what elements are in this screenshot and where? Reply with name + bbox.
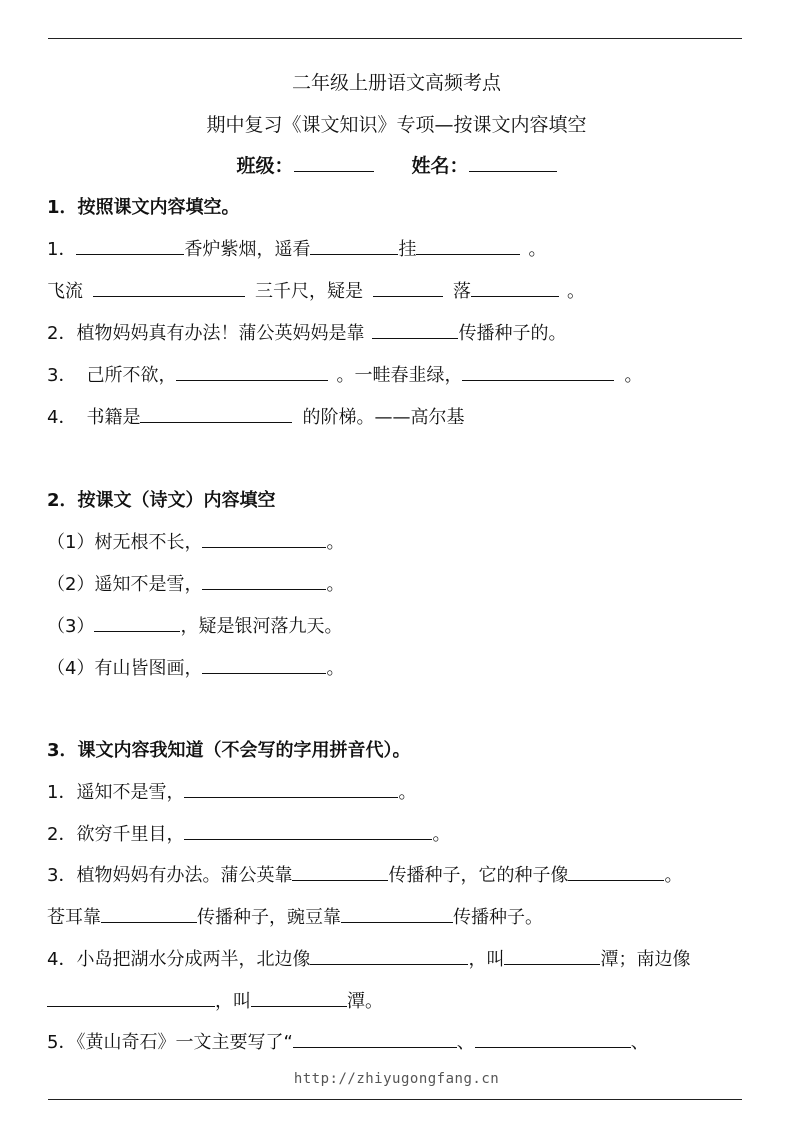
page-title: 二年级上册语文高频考点 [291,72,501,94]
s1-q1-blank-3[interactable] [416,236,520,255]
s3-q5-blank-1[interactable] [293,1029,457,1048]
s1-q1-line1 [47,235,546,261]
s2-item-2-prefix: （2）遥知不是雪， [47,574,203,595]
s3-q2-blank[interactable] [184,821,432,840]
bottom-rule [48,1099,742,1100]
page-subtitle: 期中复习《课文知识》专项—按课文内容填空 [206,114,587,136]
s3-q1-blank[interactable] [184,779,398,798]
s2-item-4 [47,654,344,680]
s2-item-1-blank[interactable] [202,529,326,548]
s1-q1-line2 [47,277,585,303]
s1-q1-blank-1[interactable] [76,236,184,255]
s3-q4-l2-blank-1[interactable] [47,988,215,1007]
s3-q4-text-b: ，叫 [468,949,505,970]
section3-heading: 3．课文内容我知道（不会写的字用拼音代）。 [47,740,411,761]
s1-q3-blank-1[interactable] [176,362,328,381]
s2-item-1-prefix: （1）树无根不长， [47,532,203,553]
s3-q4-line2 [47,987,383,1013]
s1-q1-text-a: 香炉紫烟，遥看 [184,239,311,260]
s3-q4-l2-blank-2[interactable] [251,988,347,1007]
s2-item-3-prefix: （3） [47,616,95,637]
s3-q3-l2-text-a: 苍耳靠 [47,907,101,928]
s3-q1-text: 1．遥知不是雪， [47,782,185,803]
section2-heading: 2．按课文（诗文）内容填空 [47,490,276,511]
s1-q4 [47,403,464,429]
s3-q4-text-c: 潭；南边像 [600,949,691,970]
s2-item-2 [47,570,344,596]
class-label: 班级： [236,155,294,177]
s1-q3-blank-2[interactable] [462,362,614,381]
class-blank[interactable] [294,153,374,172]
s1-q2-text-a: 2．植物妈妈真有办法！蒲公英妈妈是靠 [47,323,365,344]
s1-q3 [47,361,642,387]
s3-q3-blank-2[interactable] [568,862,664,881]
s1-q2-text-b: 传播种子的。 [458,323,567,344]
s3-q3-l2-blank-1[interactable] [101,904,197,923]
s3-q5-end: 、 [630,1032,649,1053]
s3-q1-end: 。 [398,782,417,803]
s3-q4-blank-1[interactable] [310,946,468,965]
s1-q3-text-b: 。一畦春韭绿， [336,365,463,386]
s3-q4-blank-2[interactable] [504,946,600,965]
s2-item-4-blank[interactable] [202,655,326,674]
s3-q3-l2-text-b: 传播种子，豌豆靠 [197,907,341,928]
s3-q3-l2-text-c: 传播种子。 [453,907,543,928]
top-rule [48,38,742,39]
s3-q3-line1 [47,861,682,887]
s1-q1-l2-text-b: 三千尺，疑是 [255,281,363,302]
s1-q4-text-a: 书籍是 [86,407,141,428]
s1-q4-text-b: 的阶梯。——高尔基 [302,407,465,428]
s3-q4-text-a: 4．小岛把湖水分成两半，北边像 [47,949,311,970]
s1-q1-l2-blank-3[interactable] [471,278,559,297]
s2-item-2-suffix: 。 [326,574,345,595]
s3-q3-text-a: 3．植物妈妈有办法。蒲公英靠 [47,865,293,886]
s3-q2-end: 。 [432,824,451,845]
s3-q4-l2-text-b: 潭。 [347,991,383,1012]
s1-q1-end: 。 [528,239,547,260]
s3-q5-blank-2[interactable] [475,1029,631,1048]
s2-item-3 [47,612,342,638]
s1-q1-blank-2[interactable] [310,236,398,255]
s1-q4-blank[interactable] [140,404,292,423]
s3-q5 [47,1028,649,1054]
s3-q5-sep: 、 [456,1032,475,1053]
s2-item-2-blank[interactable] [202,571,326,590]
s3-q3-l2-blank-2[interactable] [341,904,453,923]
s1-q1-number: 1． [47,239,77,260]
s3-q5-text: 5．《黄山奇石》一文主要写了“ [47,1032,293,1053]
footer-url[interactable]: http://zhiyugongfang.cn [293,1071,500,1087]
s2-item-4-suffix: 。 [326,658,345,679]
s1-q1-l2-text-a: 飞流 [47,281,83,302]
s2-item-3-suffix: ，疑是银河落九天。 [180,616,343,637]
s3-q4-l2-text-a: ，叫 [215,991,251,1012]
s1-q1-text-b: 挂 [398,239,417,260]
s1-q3-text-a: 己所不欲， [86,365,177,386]
s3-q2 [47,820,450,846]
s2-item-1-suffix: 。 [326,532,345,553]
s2-item-1 [47,528,344,554]
s1-q1-l2-blank-2[interactable] [373,278,443,297]
name-blank[interactable] [469,153,557,172]
s1-q1-l2-end: 。 [567,281,585,302]
s3-q3-blank-1[interactable] [292,862,388,881]
name-label: 姓名： [411,155,469,177]
s3-q4-line1 [47,945,690,971]
s1-q3-end: 。 [624,365,643,386]
section1-heading: 1．按照课文内容填空。 [47,197,240,218]
s1-q3-number: 3． [47,365,77,386]
s1-q1-l2-blank-1[interactable] [93,278,245,297]
s2-item-4-prefix: （4）有山皆图画， [47,658,203,679]
class-name-row [0,151,793,178]
s3-q3-line2 [47,903,543,929]
s1-q4-number: 4． [47,407,77,428]
s3-q3-end: 。 [664,865,683,886]
s3-q3-text-b: 传播种子，它的种子像 [388,865,569,886]
s3-q1 [47,778,416,804]
s2-item-3-blank[interactable] [94,613,180,632]
s3-q2-text: 2．欲穷千里目， [47,824,185,845]
s1-q2-blank[interactable] [372,320,458,339]
s1-q1-l2-text-c: 落 [453,281,471,302]
s1-q2 [47,319,566,345]
